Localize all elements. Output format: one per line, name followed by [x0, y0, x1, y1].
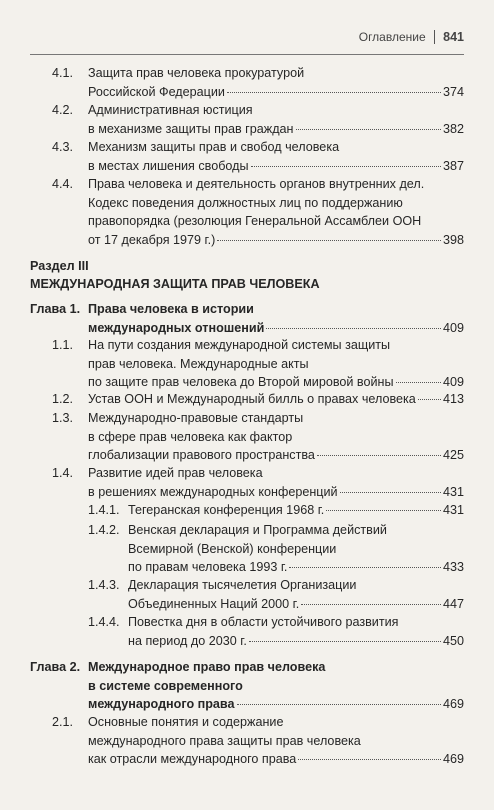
toc-title-line: Тегеранская конференция 1968 г. [128, 503, 325, 517]
toc-title-line: от 17 декабря 1979 г.) [88, 232, 216, 247]
toc-dot-leader [317, 455, 441, 456]
toc-title-line: прав человека. Международные акты [88, 356, 309, 371]
toc-page-number: 374 [442, 84, 464, 99]
toc-page-number: 431 [442, 484, 464, 499]
toc-number: 4.4. [52, 177, 74, 191]
toc-title-line: Международное право прав человека [88, 660, 326, 674]
toc-number: 1.1. [52, 338, 74, 352]
toc-dot-leader [340, 492, 441, 493]
toc-dot-leader [301, 604, 441, 605]
header-rule [30, 54, 464, 55]
toc-dot-leader [296, 129, 441, 130]
toc-number: 1.2. [52, 392, 74, 406]
toc-page-number: 387 [442, 158, 464, 173]
running-header [359, 30, 464, 44]
toc-title-line: международных отношений [88, 320, 265, 335]
toc-title-line: Механизм защиты прав и свобод человека [88, 140, 340, 154]
toc-title-line: по правам человека 1993 г. [128, 560, 288, 575]
toc-page-number: 413 [442, 392, 464, 406]
toc-dot-leader [237, 704, 441, 705]
toc-title-line: Права человека и деятельность органов внутренних дел. [88, 177, 425, 191]
section-title: МЕЖДУНАРОДНАЯ ЗАЩИТА ПРАВ ЧЕЛОВЕКА [30, 277, 320, 291]
toc-title-line: в механизме защиты прав граждан [88, 121, 294, 136]
toc-page-number: 469 [442, 752, 464, 767]
toc-title-line: Защита прав человека прокуратурой [88, 66, 305, 80]
toc-dot-leader [418, 399, 441, 400]
toc-page-number: 447 [442, 596, 464, 611]
header-page-number: 841 [443, 30, 464, 44]
toc-dot-leader [227, 92, 441, 93]
toc-title-line: глобализации правового пространства [88, 448, 315, 463]
toc-title-line: Международно-правовые стандарты [88, 411, 304, 425]
header-title: Оглавление [358, 30, 426, 44]
toc-dot-leader [289, 567, 441, 568]
toc-number: 4.1. [52, 66, 74, 80]
toc-number: 4.2. [52, 103, 74, 117]
toc-title-line: на период до 2030 г. [128, 633, 247, 648]
toc-dot-leader [249, 641, 441, 642]
toc-title-line: международного права [88, 697, 235, 712]
toc-number: Глава 1. [30, 302, 81, 316]
section-label: Раздел III [30, 259, 89, 273]
toc-title-line: Венская декларация и Программа действий [128, 523, 387, 537]
toc-dot-leader [298, 759, 441, 760]
toc-title-line: Права человека в истории [88, 302, 254, 316]
toc-title-line: Развитие идей прав человека [88, 466, 263, 480]
toc-title-line: Всемирной (Венской) конференции [128, 541, 337, 556]
toc-page-number: 431 [442, 503, 464, 517]
toc-number: 1.4.3. [88, 578, 120, 592]
toc-number: 1.4.4. [88, 615, 120, 629]
toc-title-line: Административная юстиция [88, 103, 253, 117]
toc-title-line: в решениях международных конференций [88, 484, 338, 499]
toc-title-line: правопорядка (резолюция Генеральной Ассамблеи ООН [88, 214, 422, 229]
toc-page-number: 469 [442, 697, 464, 712]
toc-title-line: Устав ООН и Международный билль о правах человека [88, 392, 416, 406]
toc-dot-leader [266, 328, 441, 329]
toc-number: Глава 2. [30, 660, 81, 674]
toc-title-line: Объединенных Наций 2000 г. [128, 596, 300, 611]
toc-title-line: в сфере прав человека как фактор [88, 429, 293, 444]
toc-title-line: как отрасли международного права [88, 752, 297, 767]
toc-number: 1.3. [52, 411, 74, 425]
toc-number: 1.4.2. [88, 523, 120, 537]
toc-page-number: 409 [442, 375, 464, 390]
toc-title-line: Повестка дня в области устойчивого развития [128, 615, 399, 629]
toc-dot-leader [251, 166, 441, 167]
toc-number: 1.4. [52, 466, 74, 480]
toc-dot-leader [396, 382, 441, 383]
toc-number: 1.4.1. [88, 503, 120, 517]
toc-dot-leader [326, 510, 441, 511]
toc-page-number: 398 [442, 232, 464, 247]
toc-number: 2.1. [52, 715, 74, 729]
toc-title-line: в системе современного [88, 678, 243, 693]
toc-title-line: Декларация тысячелетия Организации [128, 578, 357, 592]
toc-number: 4.3. [52, 140, 74, 154]
toc-title-line: в местах лишения свободы [88, 158, 249, 173]
toc-title-line: международного права защиты прав человека [88, 733, 361, 748]
toc-title-line: по защите прав человека до Второй мировой войны [88, 375, 394, 390]
toc-page-number: 409 [442, 320, 464, 335]
header-separator [434, 30, 436, 44]
toc-page-number: 382 [442, 121, 464, 136]
toc-title-line: На пути создания международной системы защиты [88, 338, 391, 352]
toc-title-line: Кодекс поведения должностных лиц по поддержанию [88, 195, 403, 210]
toc-title-line: Основные понятия и содержание [88, 715, 284, 729]
toc-page-number: 433 [442, 560, 464, 575]
toc-page-number: 450 [442, 633, 464, 648]
toc-page-number: 425 [442, 448, 464, 463]
toc-title-line: Российской Федерации [88, 84, 225, 99]
toc-dot-leader [217, 240, 441, 241]
